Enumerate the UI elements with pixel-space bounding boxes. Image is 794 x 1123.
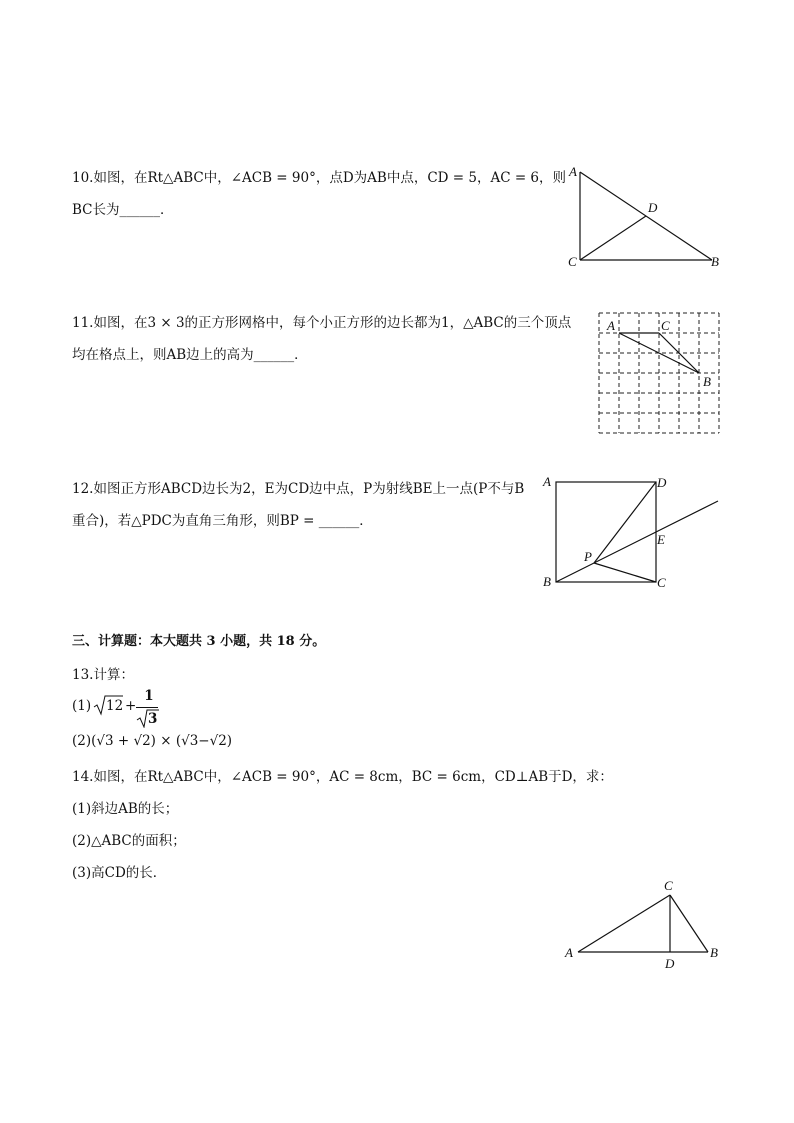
q12-label-b: B (543, 574, 551, 589)
q11-label-c: C (661, 318, 670, 333)
q11-line2: 均在格点上，则AB边上的高为______． (72, 347, 308, 363)
q14-label-b: B (710, 945, 718, 960)
q13-denominator-radicand: 3 (148, 711, 158, 727)
q10-label-d: D (648, 200, 658, 215)
q12-label-a: A (543, 474, 551, 489)
q11-dashed-grid (599, 313, 719, 433)
q12-label-d: D (657, 475, 667, 490)
q14-part3: (3)高CD的长． (72, 865, 167, 881)
q13-part2: (2)(√3 + √2) × (√3−√2) (72, 733, 233, 749)
q14-figure (560, 876, 730, 972)
q10-label-a: A (569, 164, 577, 179)
q11-label-b: B (703, 374, 711, 389)
q13-radicand-12: 12 (106, 698, 124, 714)
q12-label-e: E (657, 532, 665, 547)
q12-figure (536, 470, 722, 594)
q10-line2: BC长为______． (72, 202, 174, 218)
section-3-title: 三、计算题：本大题共 3 小题，共 18 分。 (72, 634, 326, 649)
q11-label-a: A (607, 318, 615, 333)
q11-grid-figure (596, 310, 724, 438)
q14-label-a: A (565, 945, 573, 960)
q13-title: 13.计算： (72, 667, 134, 683)
q14-label-d: D (665, 956, 675, 971)
q13-part1-prefix: (1) (72, 698, 92, 714)
q12-line2: 重合)，若△PDC为直角三角形，则BP = ______． (72, 513, 373, 529)
q14-part2: (2)△ABC的面积； (72, 833, 186, 849)
q14-part1: (1)斜边AB的长； (72, 801, 179, 817)
q10-label-b: B (711, 254, 719, 269)
q12-line1: 12.如图正方形ABCD边长为2，E为CD边中点，P为射线BE上一点(P不与B (72, 481, 525, 497)
q14-line1: 14.如图，在Rt△ABC中，∠ACB = 90°，AC = 8cm，BC = 6cm，CD⊥AB于D，求： (72, 769, 613, 785)
q13-numerator: 1 (144, 688, 154, 704)
q13-plus: + (125, 698, 137, 714)
q10-label-c: C (568, 254, 577, 269)
q12-label-p: P (584, 549, 592, 564)
q10-figure (560, 160, 730, 275)
q10-line1: 10.如图，在Rt△ABC中，∠ACB = 90°，点D为AB中点，CD = 5，AC = 6，则 (72, 170, 567, 186)
q11-line1: 11.如图，在3 × 3的正方形网格中，每个小正方形的边长都为1，△ABC的三个顶点 (72, 315, 572, 331)
q12-label-c: C (657, 575, 666, 590)
q14-label-c: C (664, 878, 673, 893)
